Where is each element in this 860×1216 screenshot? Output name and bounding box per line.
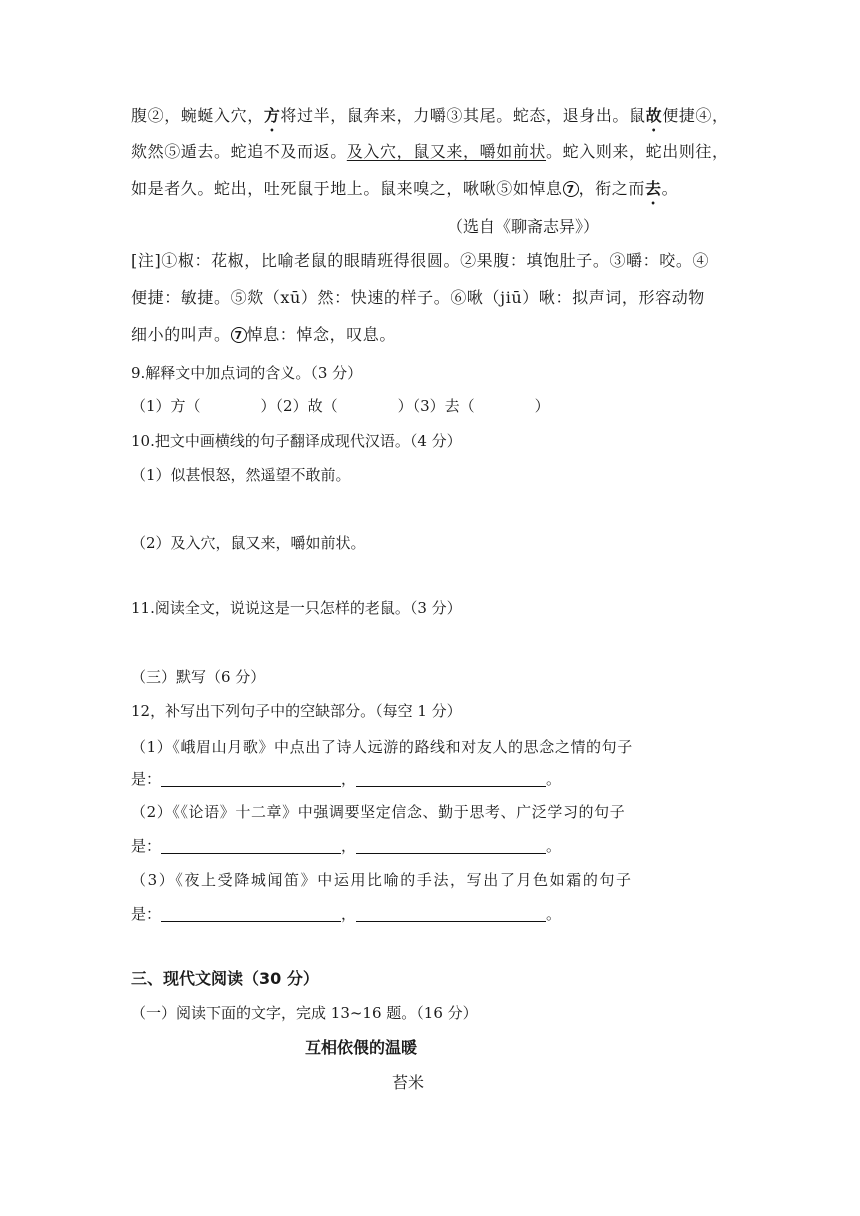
article-author: 苔米 [392,1073,425,1092]
section-3-title: 三、现代文阅读（30 分） [131,969,319,988]
answer-blank[interactable] [356,837,546,854]
q9-items: （1）方（ ）（2）故（ ）（3）去（ ） [131,397,550,415]
q9-title: 9.解释文中加点词的含义。（3 分） [131,364,363,382]
text: 悼息：悼念，叹息。 [246,325,397,344]
q12-item-1: （1）《峨眉山月歌》中点出了诗人远游的路线和对友人的思念之情的句子 [131,738,633,756]
passage-source: （选自《聊斋志异》） [447,217,600,236]
text: 是： [131,837,162,855]
dotted-word-fang: 方 [263,106,281,125]
passage-line-2 [131,142,731,162]
q12-item-3-blanks [131,904,731,924]
text: 是： [131,905,162,923]
q12-item-2: （2）《《论语》十二章》中强调要坚定信念、勤于思考、广泛学习的句子 [131,803,626,821]
q10-sentence-2: （2）及入穴，鼠又来，嚼如前状。 [131,534,366,552]
q12-item-2-blanks [131,836,731,856]
text: 将过半，鼠奔来，力嚼③其尾。蛇态，退身出。鼠 [280,106,646,125]
dotted-word-gu: 故 [645,106,663,125]
q12-item-1-blanks [131,769,731,789]
answer-blank[interactable] [356,770,546,787]
passage-line-3 [131,179,731,208]
answer-blank[interactable] [161,837,341,854]
answer-blank[interactable] [356,905,546,922]
text: 如是者久。蛇出，吐死鼠于地上。鼠来嗅之，啾啾⑤如悼息 [131,179,563,198]
text: ，衔之而 [578,179,646,198]
text: ， [341,837,357,855]
q11-title: 11.阅读全文，说说这是一只怎样的老鼠。（3 分） [131,599,462,617]
text: 便捷④， [662,106,729,125]
text: 欻然⑤遁去。蛇追不及而返。 [131,142,347,161]
dictation-heading: （三）默写（6 分） [131,668,266,686]
q10-sentence-1: （1）似甚恨怒，然遥望不敢前。 [131,466,351,484]
notes-line-2: 便捷：敏捷。⑤欻（xū）然：快速的样子。⑥啾（jiū）啾：拟声词，形容动物 [131,288,705,307]
text: ， [341,770,357,788]
notes-line-1: [注]①椒：花椒，比喻老鼠的眼睛班得很圆。②果腹：填饱肚子。③嚼：咬。④ [131,251,710,270]
text: 是： [131,770,162,788]
q12-item-3: （3）《夜上受降城闻笛》中运用比喻的手法，写出了月色如霜的句子 [131,871,633,889]
article-title: 互相依偎的温暖 [305,1038,418,1057]
dotted-word-qu: 去 [645,179,662,198]
q10-title: 10.把文中画横线的句子翻译成现代汉语。（4 分） [131,432,462,450]
answer-blank[interactable] [161,770,341,787]
text: 。蛇入则来，蛇出则往， [546,142,729,161]
text: 。 [546,770,562,788]
text: 。 [546,905,562,923]
q12-title: 12，补写出下列句子中的空缺部分。（每空 1 分） [131,702,462,720]
section-3-subtitle: （一）阅读下面的文字，完成 13~16 题。（16 分） [131,1004,478,1022]
passage-line-1 [131,106,731,135]
circled-number-7: 7 [231,327,247,343]
text: 。 [546,837,562,855]
text: ， [341,905,357,923]
underlined-sentence: 及入穴，鼠又来，嚼如前状 [346,142,547,161]
answer-blank[interactable] [161,905,341,922]
text: 细小的叫声。 [131,325,231,344]
circled-number-7: 7 [563,181,579,197]
text: 。 [661,179,679,198]
notes-line-3 [131,325,731,345]
text: 腹②，蜿蜒入穴， [131,106,264,125]
